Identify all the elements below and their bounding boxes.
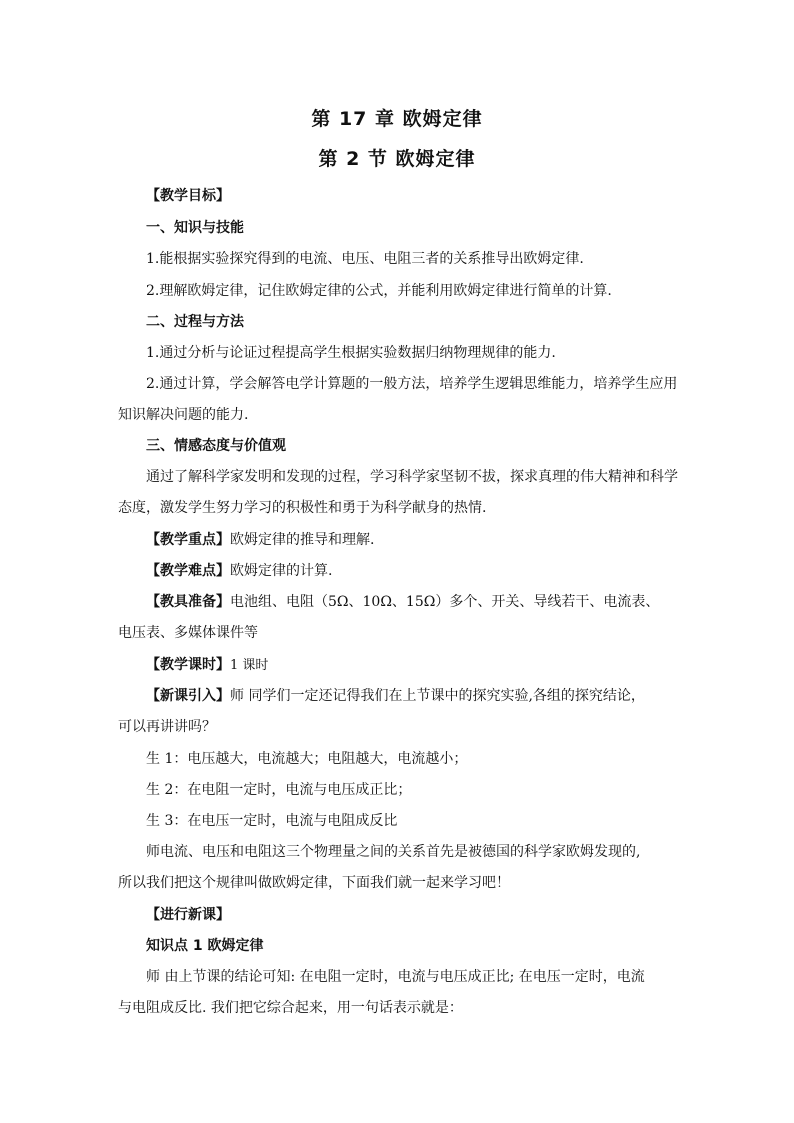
equipment — [146, 592, 710, 612]
equipment-cont: 电压表、多媒体课件等 — [118, 625, 258, 641]
section-title: 第 2 节 欧姆定律 — [318, 148, 476, 170]
student-answer-1: 生 1：电压越大，电流越大；电阻越大，电流越小； — [146, 751, 468, 767]
intro-label: 【新课引入】 — [146, 688, 230, 704]
lesson-line-2: 与电阻成反比. 我们把它综合起来，用一句话表示就是： — [118, 1000, 463, 1016]
process-item-2-cont: 知识解决问题的能力. — [118, 407, 249, 423]
teacher-line-2: 所以我们把这个规律叫做欧姆定律，下面我们就一起来学习吧！ — [118, 875, 510, 891]
attitude-heading: 三、情感态度与价值观 — [146, 438, 286, 454]
key-point-text: 欧姆定律的推导和理解. — [230, 532, 375, 548]
process-heading: 二、过程与方法 — [146, 314, 244, 330]
intro-cont: 可以再讲讲吗？ — [118, 719, 216, 735]
process-item-2: 2.通过计算，学会解答电学计算题的一般方法，培养学生逻辑思维能力，培养学生应用 — [146, 376, 678, 392]
knowledge-item-2: 2.理解欧姆定律，记住欧姆定律的公式，并能利用欧姆定律进行简单的计算. — [146, 283, 612, 299]
equipment-label: 【教具准备】 — [146, 594, 230, 610]
attitude-line-2: 态度，激发学生努力学习的积极性和勇于为科学献身的热情. — [118, 500, 487, 516]
difficulty-label: 【教学难点】 — [146, 563, 230, 579]
lesson-line-1: 师 由上节课的结论可知: 在电阻一定时，电流与电压成正比; 在电压一定时，电流 — [146, 969, 645, 985]
process-item-1: 1.通过分析与论证过程提高学生根据实验数据归纳物理规律的能力. — [146, 345, 556, 361]
duration-text: 1 课时 — [230, 658, 269, 673]
key-point-label: 【教学重点】 — [146, 532, 230, 548]
knowledge-item-1: 1.能根据实验探究得到的电流、电压、电阻三者的关系推导出欧姆定律. — [146, 251, 584, 267]
duration-label: 【教学课时】 — [146, 657, 230, 673]
objectives-heading: 【教学目标】 — [146, 188, 230, 204]
knowledge-heading: 一、知识与技能 — [146, 220, 244, 236]
intro-text: 师 同学们一定还记得我们在上节课中的探究实验,各组的探究结论， — [230, 688, 645, 704]
key-point — [146, 530, 710, 550]
teacher-line-1: 师电流、电压和电阻这三个物理量之间的关系首先是被德国的科学家欧姆发现的, — [146, 844, 641, 860]
student-answer-2: 生 2：在电阻一定时，电流与电压成正比； — [146, 782, 412, 798]
chapter-title: 第 17 章 欧姆定律 — [311, 108, 483, 130]
duration — [146, 655, 710, 676]
difficulty — [146, 561, 710, 581]
new-lesson-heading: 【进行新课】 — [146, 907, 230, 923]
equipment-text: 电池组、电阻（5Ω、10Ω、15Ω）多个、开关、导线若干、电流表、 — [230, 594, 660, 610]
knowledge-point-1: 知识点 1 欧姆定律 — [146, 938, 264, 954]
intro — [146, 686, 710, 706]
attitude-line-1: 通过了解科学家发明和发现的过程，学习科学家坚韧不拔，探求真理的伟大精神和科学 — [146, 469, 678, 485]
difficulty-text: 欧姆定律的计算. — [230, 563, 333, 579]
student-answer-3: 生 3：在电压一定时，电流与电阻成反比 — [146, 813, 398, 829]
